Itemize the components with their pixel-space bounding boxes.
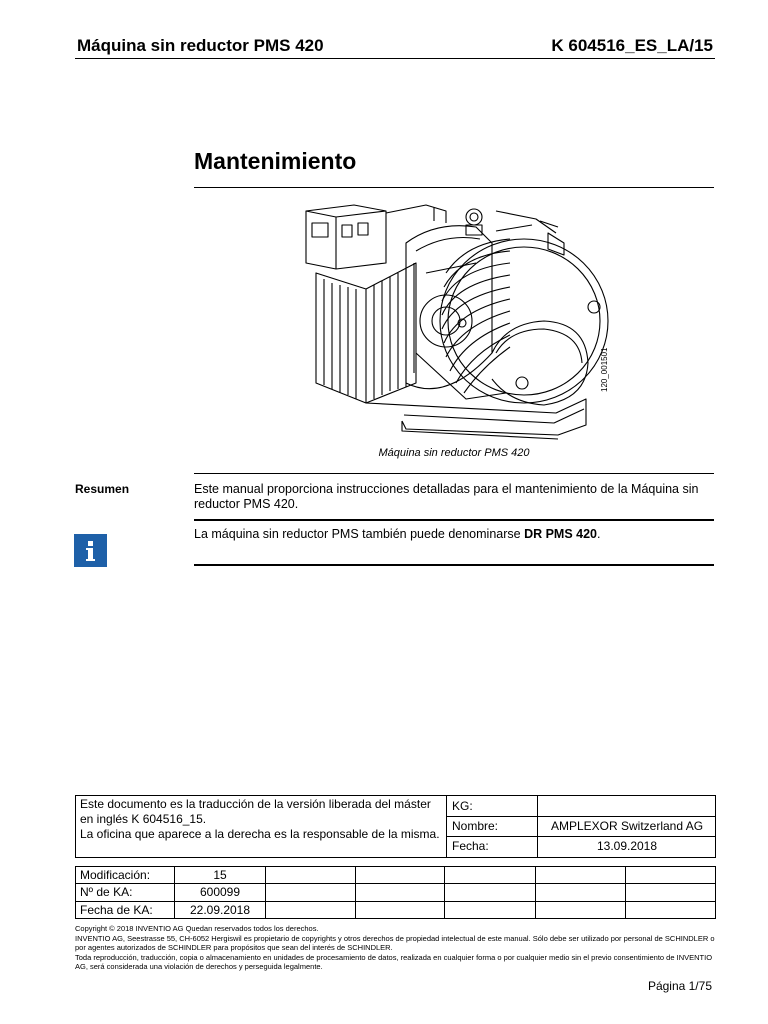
page-number: Página 1/75 xyxy=(647,979,712,993)
modification-value: 15 xyxy=(175,867,266,884)
kg-label: KG: xyxy=(452,799,473,813)
info-note-top-rule xyxy=(194,519,714,521)
translation-note-block xyxy=(80,797,440,842)
name-label: Nombre: xyxy=(452,819,499,833)
summary-text: Este manual proporciona instrucciones detalladas para el mantenimiento de la Máquina sin reductor PMS 420. xyxy=(194,482,699,511)
figure-code: 120_001501 xyxy=(600,347,609,392)
doc-box-divider xyxy=(446,796,447,857)
summary-divider xyxy=(194,473,714,474)
header-divider xyxy=(75,58,715,59)
date-value: 13.09.2018 xyxy=(596,839,658,853)
copyright-line: INVENTIO AG, Seestrasse 55, CH-6052 Hergiswil es propietario de copyrights y otros derechos de propiedad intelectual de este manual. Sólo debe ser utilizado por personal de SCHINDLER o por agentes autorizados de SCHINDLER para propósitos que sean del interés de SCHINDLER. xyxy=(75,933,715,952)
info-note-text-before: La máquina sin reductor PMS también puede denominarse xyxy=(194,527,525,541)
machine-illustration xyxy=(296,203,616,449)
ka-number-label: Nº de KA: xyxy=(76,884,175,901)
info-note-bottom-rule xyxy=(194,564,714,566)
modification-label: Modificación: xyxy=(76,867,175,884)
figure-caption: Máquina sin reductor PMS 420 xyxy=(378,447,530,459)
copyright-notice xyxy=(75,924,720,972)
table-row xyxy=(76,867,716,884)
date-label: Fecha: xyxy=(452,839,489,853)
document-title: Máquina sin reductor PMS 420 xyxy=(77,36,324,55)
office-note: La oficina que aparece a la derecha es la responsable de la misma. xyxy=(80,827,440,841)
info-note-text-after: . xyxy=(597,527,601,541)
section-title: Mantenimiento xyxy=(194,148,357,174)
summary-label: Resumen xyxy=(75,482,130,496)
copyright-line: Copyright © 2018 INVENTIO AG Quedan reservados todos los derechos. xyxy=(75,924,319,933)
section-title-divider xyxy=(194,187,714,188)
document-code: K 604516_ES_LA/15 xyxy=(551,36,713,55)
doc-box-divider xyxy=(537,796,538,857)
table-row xyxy=(76,901,716,918)
ka-date-value: 22.09.2018 xyxy=(175,901,266,918)
copyright-line: Toda reproducción, traducción, copia o almacenamiento en unidades de procesamiento de datos, realizada en cualquier forma o por cualquier medio sin el previo consentimiento de INVENTIO AG, será considerada una violación de derechos y perseguida legalmente. xyxy=(75,952,713,971)
modifications-table xyxy=(75,866,716,919)
info-note-bold: DR PMS 420 xyxy=(524,527,598,541)
translation-note: Este documento es la traducción de la versión liberada del máster en inglés K 604516_15. xyxy=(80,797,431,826)
document-info-box xyxy=(75,795,716,858)
ka-number-value: 600099 xyxy=(175,884,266,901)
table-row xyxy=(76,884,716,901)
ka-date-label: Fecha de KA: xyxy=(76,901,175,918)
name-value: AMPLEXOR Switzerland AG xyxy=(550,819,704,833)
info-note-text xyxy=(194,527,601,541)
info-icon xyxy=(74,534,107,567)
